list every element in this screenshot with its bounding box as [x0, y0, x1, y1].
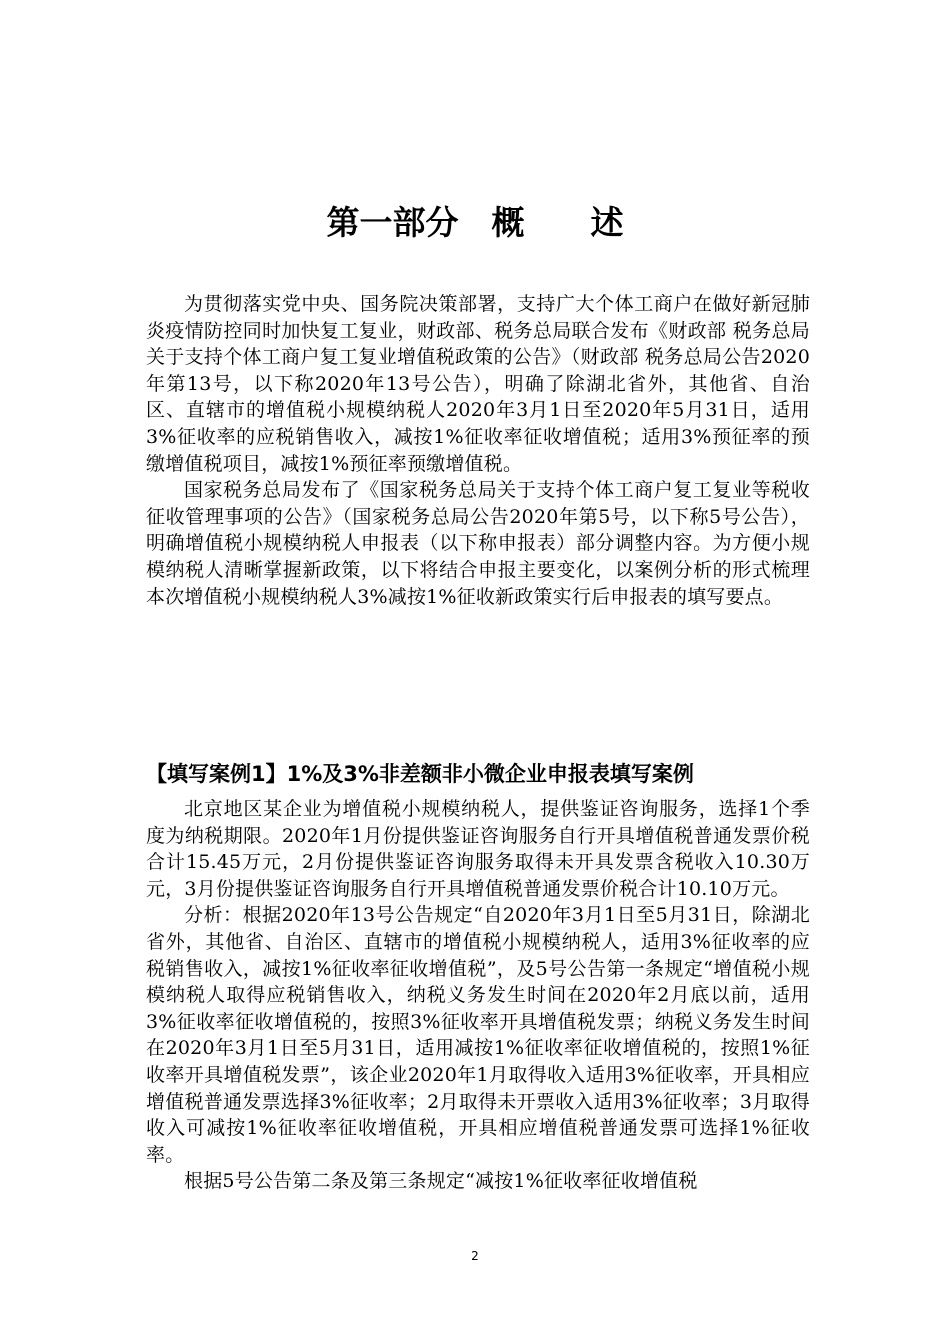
overview-paragraph-1: 为贯彻落实党中央、国务院决策部署，支持广大个体工商户在做好新冠肺炎疫情防控同时加快复工复业，财政部、税务总局联合发布《财政部 税务总局关于支持个体工商户复工复业增值税政策的公告》（财政部 税务总局公告2020年第13号，以下称2020年13号公告），明确了除湖北省外，其他省、自治区、直辖市的增值税小规模纳税人2020年3月1日至2020年5月31日，适用3%征收率的应税销售收入，减按1%征收率征收增值税；适用3%预征率的预缴增值税项目，减按1%预征率预缴增值税。	[146, 293, 810, 475]
page-number: 2	[471, 1249, 479, 1263]
page-title: 第一部分 概 述	[326, 203, 624, 242]
case-paragraph-3: 根据5号公告第二条及第三条规定“减按1%征收率征收增值税	[184, 1170, 698, 1193]
case-section	[146, 758, 810, 1195]
case-paragraph-2: 分析：根据2020年13号公告规定“自2020年3月1日至5月31日，除湖北省外，其他省、自治区、直辖市的增值税小规模纳税人，适用3%征收率的应税销售收入，减按1%征收率征收增值税”，及5号公告第一条规定“增值税小规模纳税人取得应税销售收入，纳税义务发生时间在2020年2月底以前，适用3%征收率征收增值税的，按照3%征收率开具增值税发票；纳税义务发生时间在2020年3月1日至5月31日，适用减按1%征收率征收增值税的，按照1%征收率开具增值税发票”，该企业2020年1月取得收入适用3%征收率，开具相应增值税普通发票选择3%征收率；2月取得未开票收入适用3%征收率；3月取得收入可减按1%征收率征收增值税，开具相应增值税普通发票可选择1%征收率。	[146, 904, 810, 1166]
overview-section	[146, 291, 810, 610]
overview-paragraph-2: 国家税务总局发布了《国家税务总局关于支持个体工商户复工复业等税收征收管理事项的公告》（国家税务总局公告2020年第5号，以下称5号公告），明确增值税小规模纳税人申报表（以下称申报表）部分调整内容。为方便小规模纳税人清晰掌握新政策，以下将结合申报主要变化，以案例分析的形式梳理本次增值税小规模纳税人3%减按1%征收新政策实行后申报表的填写要点。	[146, 479, 810, 608]
case-paragraph-1: 北京地区某企业为增值税小规模纳税人，提供鉴证咨询服务，选择1个季度为纳税期限。2020年1月份提供鉴证咨询服务自行开具增值税普通发票价税合计15.45万元，2月份提供鉴证咨询服务取得未开具发票含税收入10.30万元，3月份提供鉴证咨询服务自行开具增值税普通发票价税合计10.10万元。	[146, 798, 810, 900]
case-heading: 【填写案例1】1%及3%非差额非小微企业申报表填写案例	[146, 762, 694, 786]
